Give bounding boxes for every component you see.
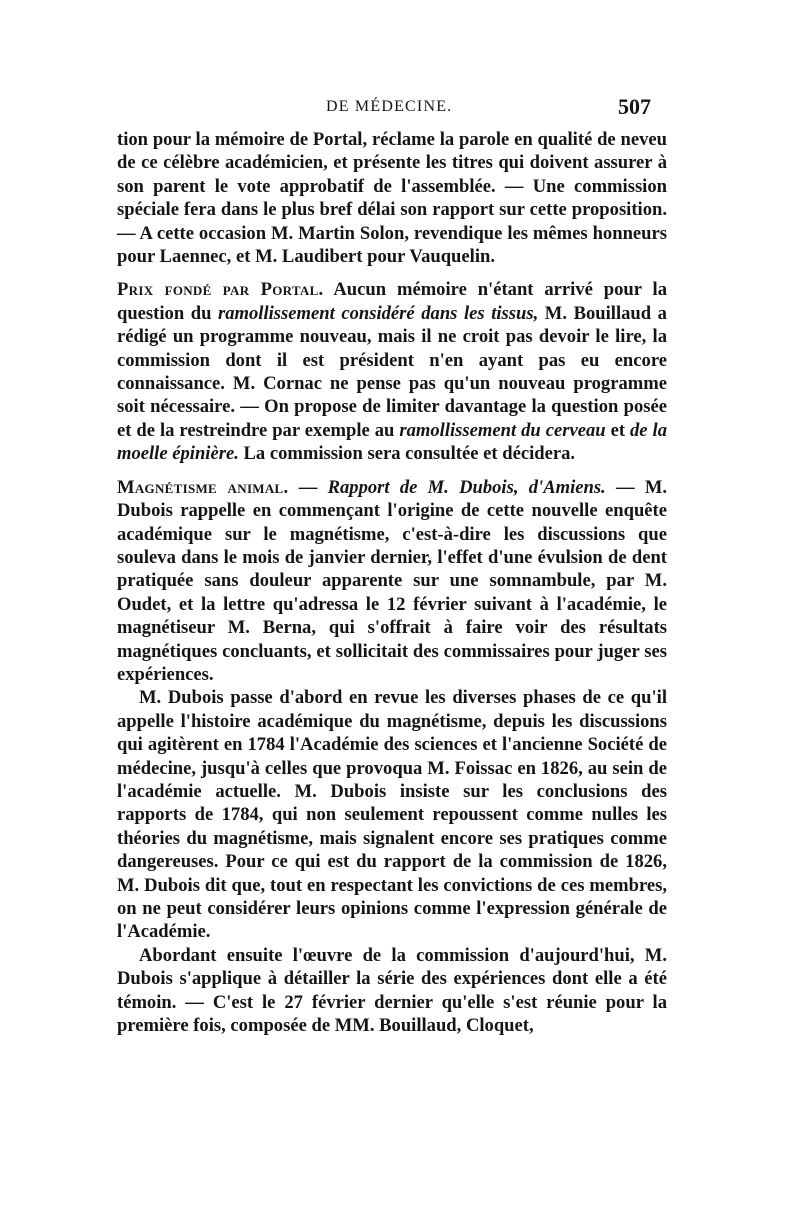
- paragraph-commission-experiences: [117, 944, 667, 1038]
- text-run: La commission sera consultée et décidera.: [238, 443, 576, 465]
- paragraph-magnetisme-animal: [117, 476, 667, 687]
- text-run: M. Dubois passe d'abord en revue les diverses phases de ce qu'il appelle l'histoire académique du magnétisme, depuis les discussions qui agitèrent en 1784 l'Académie des sciences et l'ancienne Société de médecine, jusqu'à celles que provoqua M. Foissac en 1826, au sein de l'académie actuelle. M. Dubois insiste sur les conclusions des rapports de 1784, qui non seulement repoussent comme nulles les théories du magnétisme, mais signalent encore ses pratiques comme dangereuses. Pour ce qui est du rapport de la commission de 1826, M. Dubois dit que, tout en respectant les convictions de ces membres, on ne peut considérer leurs opinions comme l'expression générale de l'Académie.: [117, 687, 667, 943]
- section-heading: Prix fondé par Portal.: [117, 279, 324, 301]
- italic-phrase: ramollissement du cerveau: [399, 419, 606, 441]
- body-text: [117, 128, 667, 1037]
- italic-phrase: Rapport de M. Dubois, d'Amiens.: [327, 476, 606, 498]
- text-run: — M. Dubois rappelle en commençant l'origine de cette nouvelle enquête académique sur le magnétisme, c'est-à-dire les discussions que souleva dans le mois de janvier dernier, l'effet d'une évulsion de dent pratiquée sans douleur apparente sur une somnambule, par M. Oudet, et la lettre qu'adressa le 12 février suivant à l'académie, le magnétiseur M. Berna, qui s'offrait à faire voir des résultats magnétiques concluants, et sollicitait des commissaires pour juger ses expériences.: [117, 476, 668, 685]
- paragraph-prix-portal: [117, 278, 667, 465]
- text-run: tion pour la mémoire de Portal, réclame la parole en qualité de neveu de ce célèbre académicien, et présente les titres qui doivent assurer à son parent le vote approbatif de l'assemblée. — Une commission spéciale fera dans le plus bref délai son rapport sur cette proposition. — A cette occasion M. Martin Solon, revendique les mêmes honneurs pour Laennec, et M. Laudibert pour Vauquelin.: [117, 129, 667, 268]
- text-run: M. Bouillaud a rédigé un programme nouveau, mais il ne croit pas devoir le lire, la commission dont il est président n'en ayant pas eu encore connaissance. M. Cornac ne pense pas qu'un nouveau programme soit nécessaire. — On propose de limiter davantage la question posée et de la restreindre par exemple au: [117, 302, 667, 441]
- running-title: DE MÉDECINE.: [326, 98, 453, 115]
- text-run: et: [605, 419, 630, 441]
- paragraph-histoire-magnetisme: [117, 686, 667, 943]
- page-number: 507: [618, 94, 651, 119]
- italic-phrase: ramollissement considéré dans les tissus,: [218, 302, 539, 324]
- running-head: [0, 96, 800, 120]
- text-run: Abordant ensuite l'œuvre de la commission d'aujourd'hui, M. Dubois s'applique à détailler la série des expériences dont elle a été témoin. — C'est le 27 février dernier qu'elle s'est réunie pour la première fois, composée de MM. Bouillaud, Cloquet,: [117, 944, 667, 1037]
- section-heading: Magnétisme animal.: [117, 476, 289, 498]
- text-run: Aucun mémoire n'étant arrivé pour la question du: [117, 279, 667, 324]
- text-run: —: [288, 476, 328, 498]
- italic-phrase: de la moelle épinière.: [117, 419, 667, 465]
- paragraph-portal-memorial: [117, 128, 667, 268]
